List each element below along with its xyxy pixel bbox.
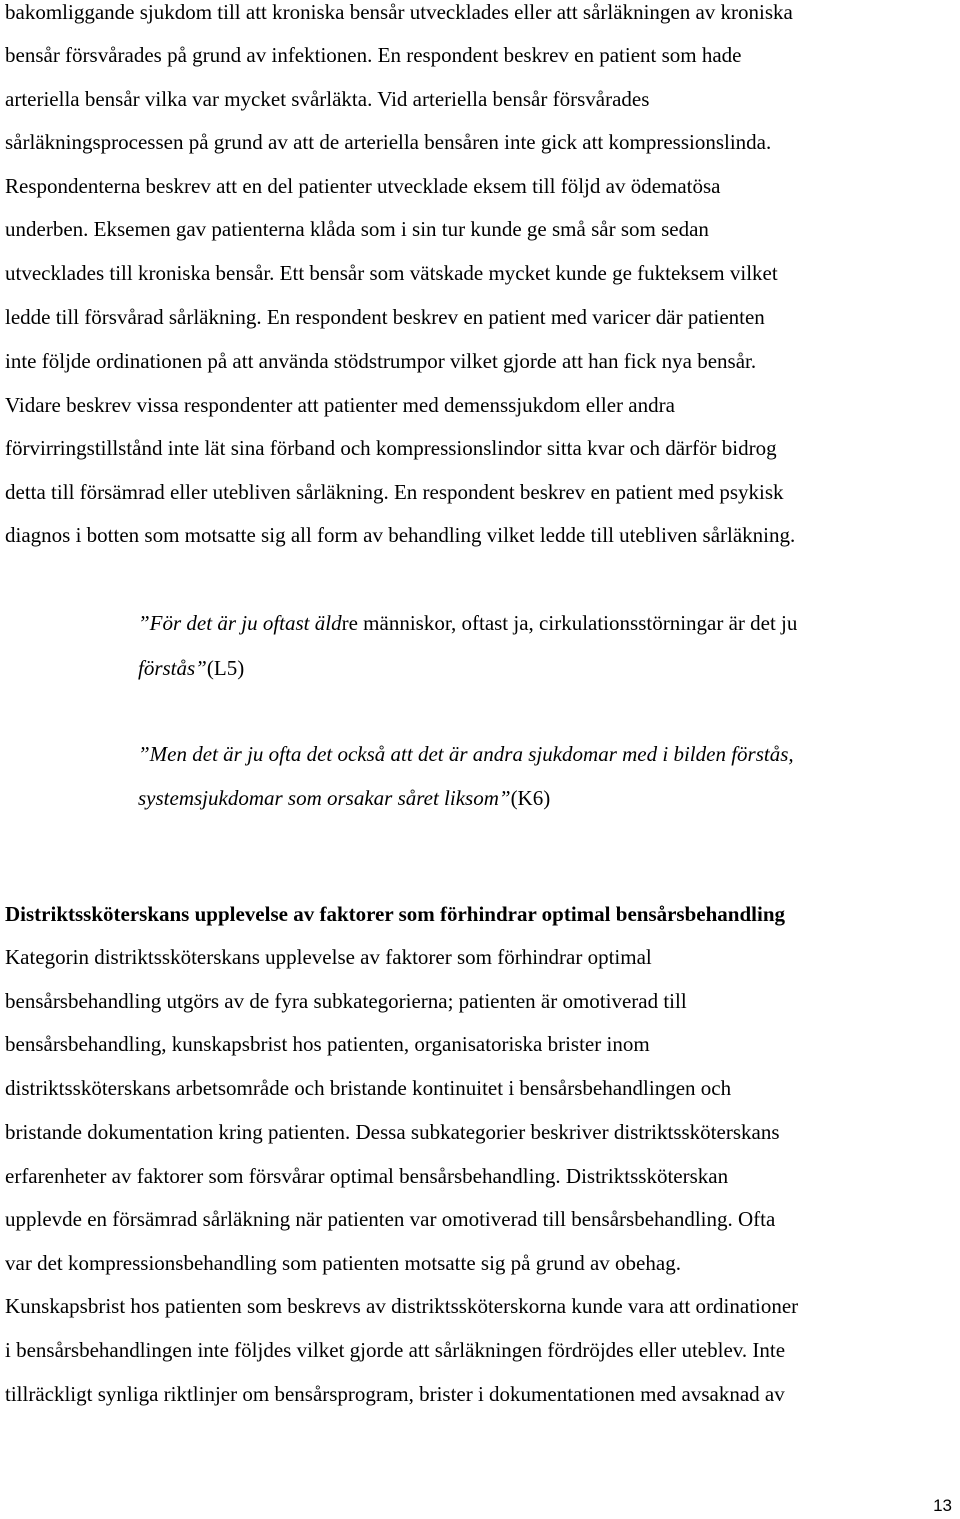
body-text-line: tillräckligt synliga riktlinjer om bensårsprogram, brister i dokumentationen med avsaknad av xyxy=(5,1382,785,1406)
body-text-line: inte följde ordinationen på att använda stödstrumpor vilket gjorde att han fick nya bensår. xyxy=(5,349,757,373)
body-text-line: bensårsbehandling utgörs av de fyra subkategorierna; patienten är omotiverad till xyxy=(5,989,687,1013)
body-text-line: bakomliggande sjukdom till att kroniska bensår utvecklades eller att sårläkningen av kroniska xyxy=(5,0,793,24)
quote-normal-text: re människor, oftast ja, cirkulationsstörningar är det ju xyxy=(341,611,798,635)
body-text-line: bensårsbehandling, kunskapsbrist hos patienten, organisatoriska brister inom xyxy=(5,1032,650,1056)
interview-quote-line xyxy=(138,611,797,635)
quote-citation: (K6) xyxy=(510,786,551,810)
body-text-line: arteriella bensår vilka var mycket svårläkta. Vid arteriella bensår försvårades xyxy=(5,87,650,111)
body-text-line: var det kompressionsbehandling som patienten motsatte sig på grund av obehag. xyxy=(5,1251,681,1275)
body-text-line: i bensårsbehandlingen inte följdes vilket gjorde att sårläkningen fördröjdes eller uteblev. Inte xyxy=(5,1338,786,1362)
body-text-line: ledde till försvårad sårläkning. En respondent beskrev en patient med varicer där patienten xyxy=(5,305,765,329)
body-text-line: sårläkningsprocessen på grund av att de arteriella bensåren inte gick att kompressionslinda. xyxy=(5,130,772,154)
body-text-line: bensår försvårades på grund av infektionen. En respondent beskrev en patient som hade xyxy=(5,43,742,67)
body-text-line: distriktssköterskans arbetsområde och bristande kontinuitet i bensårsbehandlingen och xyxy=(5,1076,732,1100)
body-text-line: Respondenterna beskrev att en del patienter utvecklade eksem till följd av ödematösa xyxy=(5,174,721,198)
body-text-line: upplevde en försämrad sårläkning när patienten var omotiverad till bensårsbehandling. Ofta xyxy=(5,1207,776,1231)
page-number: 13 xyxy=(933,1496,952,1515)
interview-quote-line xyxy=(138,786,550,810)
body-text-line: Vidare beskrev vissa respondenter att patienter med demenssjukdom eller andra xyxy=(5,393,675,417)
quote-italic-text: systemsjukdomar som orsakar såret liksom” xyxy=(138,786,511,810)
quote-italic-text: ”Men det är ju ofta det också att det är andra sjukdomar med i bilden förstås, xyxy=(138,742,794,766)
body-text-line: erfarenheter av faktorer som försvårar optimal bensårsbehandling. Distriktssköterskan xyxy=(5,1164,729,1188)
body-text-line: utvecklades till kroniska bensår. Ett bensår som vätskade mycket kunde ge fukteksem vilket xyxy=(5,261,778,285)
quote-italic-text: förstås” xyxy=(138,656,207,680)
body-text-line: Kategorin distriktssköterskans upplevelse av faktorer som förhindrar optimal xyxy=(5,945,652,969)
body-text-line: bristande dokumentation kring patienten. Dessa subkategorier beskriver distriktssköterskans xyxy=(5,1120,780,1144)
body-text-line: diagnos i botten som motsatte sig all form av behandling vilket ledde till utebliven sårläkning. xyxy=(5,523,796,547)
body-text-line: Kunskapsbrist hos patienten som beskrevs av distriktssköterskorna kunde vara att ordinationer xyxy=(5,1294,799,1318)
quote-citation: (L5) xyxy=(206,656,245,680)
body-text-line: förvirringstillstånd inte lät sina förband och kompressionslindor sitta kvar och därför bidrog xyxy=(5,436,777,460)
interview-quote-line xyxy=(138,742,794,766)
quote-italic-text: ”För det är ju oftast äld xyxy=(138,611,342,635)
interview-quote-line xyxy=(138,656,244,680)
body-text-line: underben. Eksemen gav patienterna klåda som i sin tur kunde ge små sår som sedan xyxy=(5,217,709,241)
section-heading: Distriktssköterskans upplevelse av faktorer som förhindrar optimal bensårsbehandling xyxy=(5,902,785,926)
body-text-line: detta till försämrad eller utebliven sårläkning. En respondent beskrev en patient med psykisk xyxy=(5,480,784,504)
